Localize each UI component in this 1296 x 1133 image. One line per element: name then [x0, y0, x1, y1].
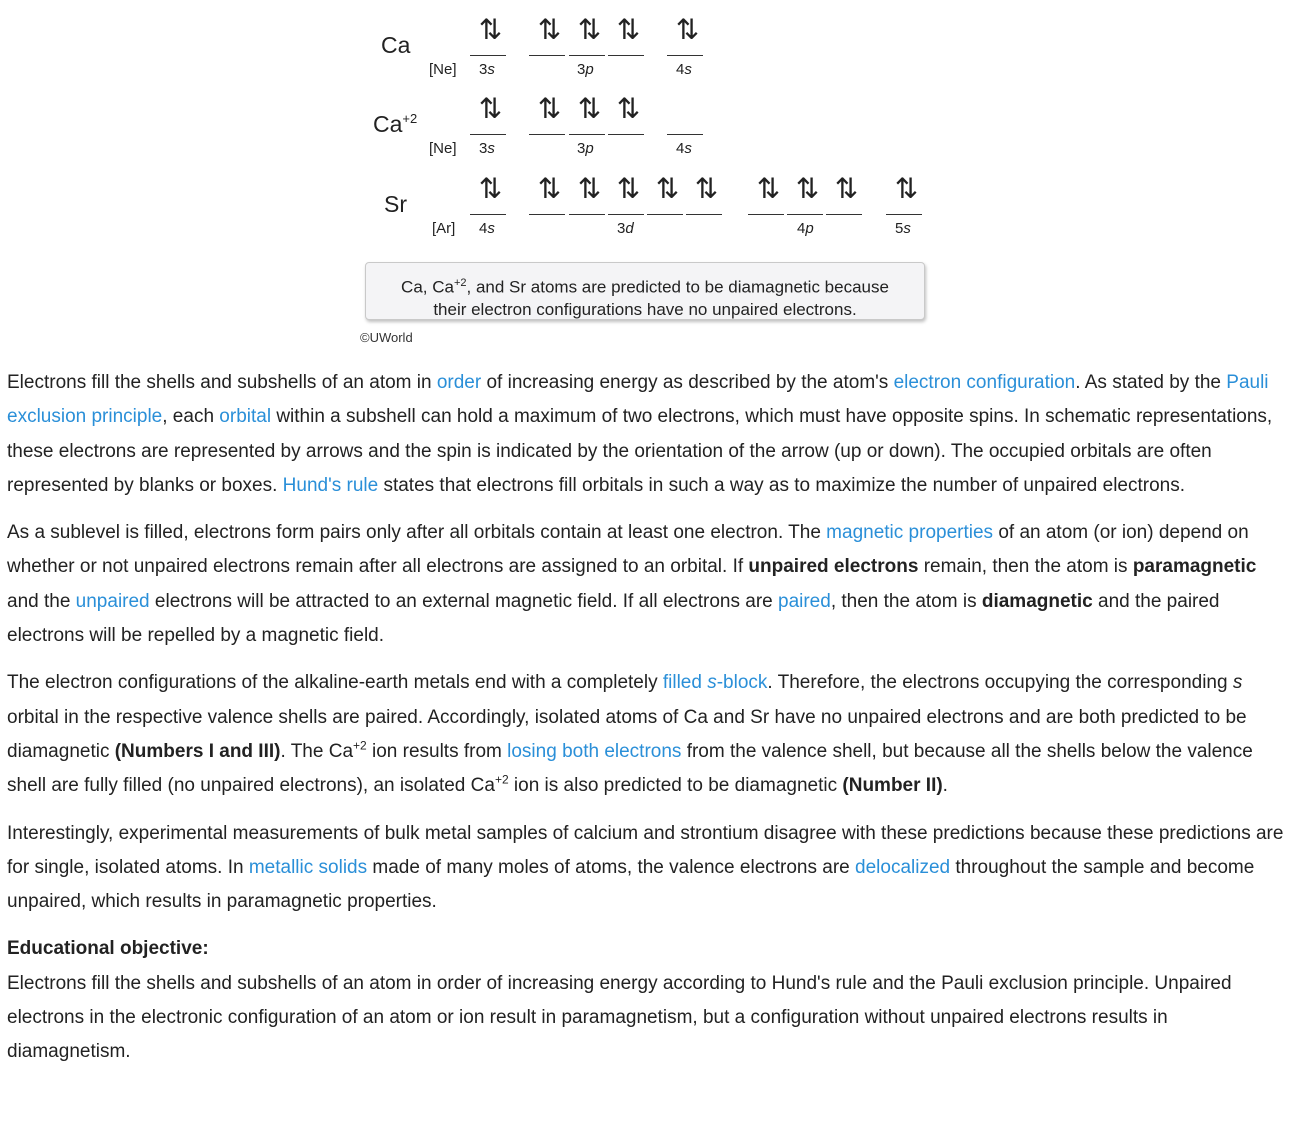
- subshell-label: 5s: [895, 220, 911, 237]
- orbital-empty: [667, 79, 703, 135]
- orbital-pair: ⇅: [569, 79, 605, 135]
- orbital-pair: ⇅: [686, 159, 722, 215]
- subshell-label: 3d: [617, 220, 634, 237]
- link-filled-s-block[interactable]: filled s-block: [662, 672, 768, 694]
- link-orbital[interactable]: orbital: [219, 406, 272, 428]
- core-notation-ca-ion: [Ne]: [429, 140, 457, 157]
- orbital-pair: ⇅: [470, 0, 506, 56]
- element-symbol-ca-ion: $Ca^{+2}$: [373, 111, 418, 137]
- figure-caption-box: [365, 262, 925, 320]
- orbital-pair: ⇅: [647, 159, 683, 215]
- orbital-pair: ⇅: [569, 0, 605, 56]
- link-magnetic-properties[interactable]: magnetic properties: [826, 522, 994, 544]
- subshell-label: 3s: [479, 140, 495, 157]
- link-unpaired[interactable]: unpaired: [75, 590, 150, 612]
- paragraph-1: Electrons fill the shells and subshells of an atom in order of increasing energy as described by the atom's electron configuration. As stated by the Pauli exclusion principle, each orbital within a subshell can hold a maximum of two electrons, which must have opposite spins. In schematic representations, these electrons are represented by arrows and the spin is indicated by the orientation of the arrow (up or down). The occupied orbitals are often represented by blanks or boxes. Hund's rule states that electrons fill orbitals in such a way as to maximize the number of unpaired electrons.: [7, 372, 1273, 496]
- link-pauli-exclusion-principle[interactable]: Pauli exclusion principle: [7, 372, 1269, 428]
- caption-line-1: Ca, $Ca^{+2}$, and Sr atoms are predicted to be diamagnetic because: [401, 277, 889, 297]
- orbital-pair: ⇅: [608, 159, 644, 215]
- link-paired[interactable]: paired: [778, 590, 831, 612]
- paragraph-4: Interestingly, experimental measurements of bulk metal samples of calcium and strontium disagree with these predictions because these predictions are for single, isolated atoms. In metallic solids made of many moles of atoms, the valence electrons are delocalized throughout the sample and become unpaired, which results in paramagnetic properties.: [7, 822, 1284, 913]
- orbital-pair: ⇅: [529, 0, 565, 56]
- subshell-label: 4s: [676, 140, 692, 157]
- link-delocalized[interactable]: delocalized: [855, 856, 951, 878]
- paragraph-3: The electron configurations of the alkaline-earth metals end with a completely filled s-block. Therefore, the electrons occupying the corresponding s orbital in the respective valence shells are paired. Accordingly, isolated atoms of Ca and Sr have no unpaired electrons and are both predicted to be diamagnetic (Numbers I and III). The $Ca^{+2}$ ion results from losing both electrons from the valence shell, but because all the shells below the valence shell are fully filled (no unpaired electrons), an isolated $Ca^{+2}$ ion is also predicted to be diamagnetic (Number II).: [7, 672, 1253, 797]
- orbital-pair: ⇅: [826, 159, 862, 215]
- subshell-label: 3p: [577, 61, 594, 78]
- educational-objective-body: Electrons fill the shells and subshells of an atom in order of increasing energy according to Hund's rule and the Pauli exclusion principle. Unpaired electrons in the electronic configuration of an atom or ion result in paramagnetism, but a configuration without unpaired electrons results in diamagnetism.: [7, 972, 1232, 1063]
- link-electron-configuration[interactable]: electron configuration: [893, 372, 1076, 393]
- paragraph-2: As a sublevel is filled, electrons form pairs only after all orbitals contain at least one electron. The magnetic properties of an atom (or ion) depend on whether or not unpaired electrons remain after all electrons are assigned to an orbital. If unpaired electrons remain, then the atom is paramagnetic and the unpaired electrons will be attracted to an external magnetic field. If all electrons are paired, then the atom is diamagnetic and the paired electrons will be repelled by a magnetic field.: [7, 522, 1257, 647]
- element-symbol-sr: Sr: [384, 191, 407, 217]
- orbital-pair: ⇅: [748, 159, 784, 215]
- orbital-pair: ⇅: [667, 0, 703, 56]
- link-order[interactable]: order: [436, 372, 482, 393]
- orbital-pair: ⇅: [787, 159, 823, 215]
- subshell-label: 3p: [577, 140, 594, 157]
- orbital-pair: ⇅: [470, 159, 506, 215]
- orbital-pair: ⇅: [886, 159, 922, 215]
- element-symbol-ca: Ca: [381, 32, 411, 58]
- orbital-pair: ⇅: [608, 79, 644, 135]
- orbital-pair: ⇅: [529, 79, 565, 135]
- core-notation-ca: [Ne]: [429, 61, 457, 78]
- subshell-label: 3s: [479, 61, 495, 78]
- subshell-label: 4s: [479, 220, 495, 237]
- explanation-text: [7, 366, 1293, 1070]
- link-hunds-rule[interactable]: Hund's rule: [282, 474, 379, 496]
- link-metallic-solids[interactable]: metallic solids: [248, 856, 368, 878]
- copyright-label: ©UWorld: [360, 330, 413, 345]
- subshell-label: 4p: [797, 220, 814, 237]
- link-losing-both-electrons[interactable]: losing both electrons: [507, 740, 682, 762]
- core-notation-sr: [Ar]: [432, 220, 456, 237]
- orbital-pair: ⇅: [529, 159, 565, 215]
- educational-objective-heading: Educational objective:: [7, 938, 209, 960]
- orbital-diagram-figure: [355, 0, 935, 350]
- subshell-label: 4s: [676, 61, 692, 78]
- orbital-pair: ⇅: [569, 159, 605, 215]
- caption-line-2: their electron configurations have no unpaired electrons.: [433, 299, 857, 319]
- orbital-pair: ⇅: [608, 0, 644, 56]
- orbital-pair: ⇅: [470, 79, 506, 135]
